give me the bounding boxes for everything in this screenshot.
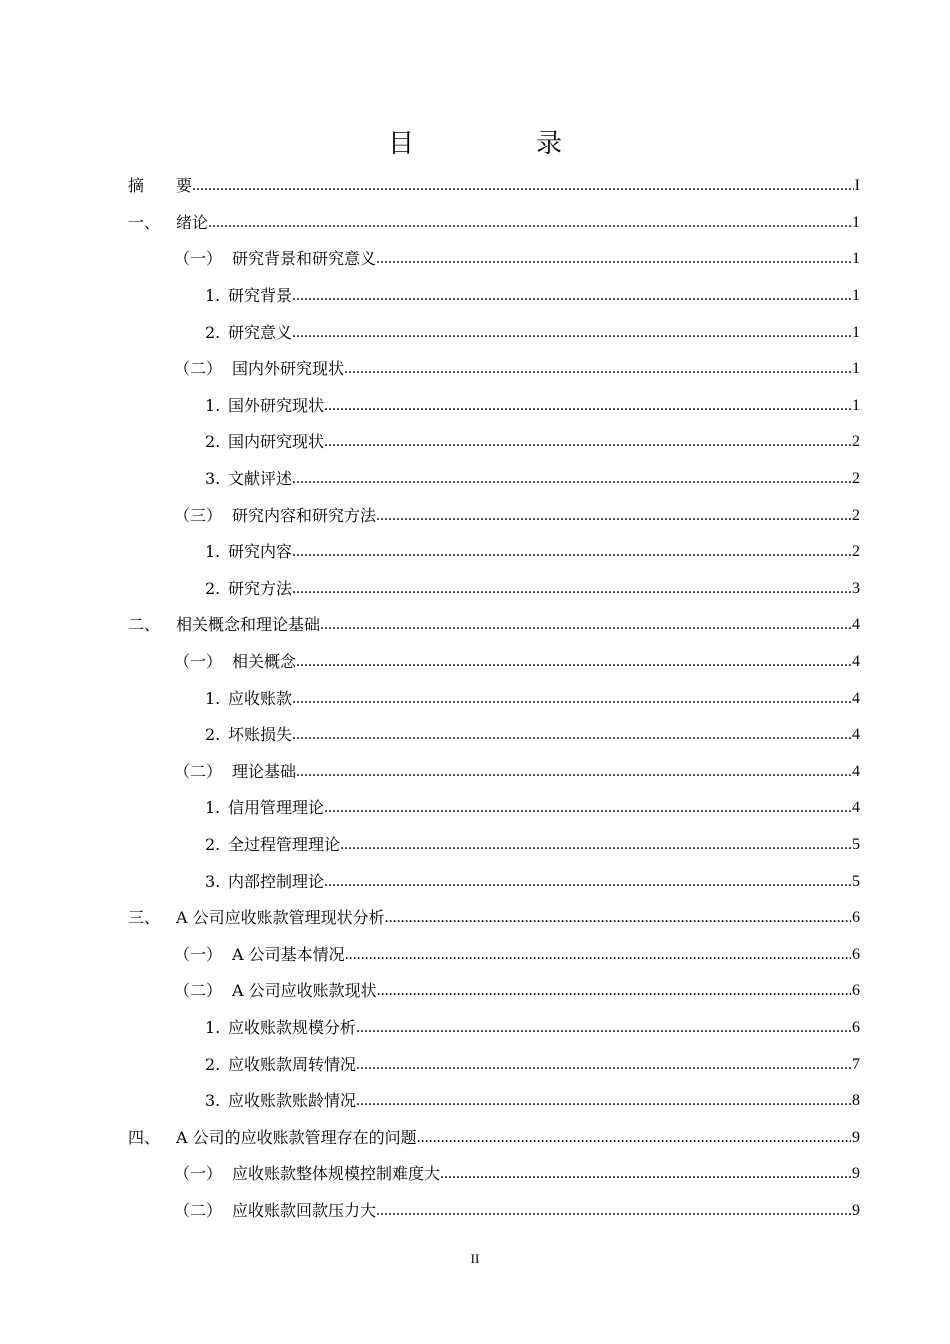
toc-dot-leader: [356, 1018, 851, 1038]
toc-entry-title: 应收账款账龄情况: [228, 1091, 357, 1111]
toc-entry-title: A 公司应收账款管理现状分析: [176, 908, 385, 928]
toc-dot-leader: [376, 1201, 851, 1221]
toc-entry-page: 2: [852, 543, 860, 561]
toc-dot-leader: [385, 908, 851, 928]
toc-dot-leader: [324, 396, 851, 416]
toc-entry[interactable]: [128, 936, 860, 973]
toc-entry-number: （二）: [174, 359, 223, 379]
toc-entry[interactable]: [128, 241, 860, 278]
toc-entry-number: 1.: [205, 1017, 221, 1037]
toc-entry-page: 8: [852, 1092, 860, 1110]
toc-entry-title: 研究意义: [228, 322, 293, 342]
toc-entry-title: 绪论: [176, 212, 209, 232]
toc-entry-number: 3.: [205, 871, 221, 891]
toc-entry-title: 研究背景: [228, 286, 293, 306]
toc-entry-title: 全过程管理理论: [228, 834, 341, 854]
toc-entry-title: 要: [176, 176, 193, 196]
toc-entry-page: 6: [852, 1018, 860, 1036]
toc-entry-number: 1.: [205, 688, 221, 708]
toc-entry-number: （二）: [174, 981, 223, 1001]
toc-dot-leader: [192, 176, 854, 196]
toc-entry-number: 2.: [205, 322, 221, 342]
toc-dot-leader: [292, 286, 851, 306]
toc-entry-number: 1.: [205, 542, 221, 562]
toc-entry-number: 三、: [128, 908, 161, 928]
toc-entry-page: 9: [852, 1165, 860, 1183]
toc-entry-number: 2.: [205, 1054, 221, 1074]
toc-entry-number: （二）: [174, 1200, 223, 1220]
toc-dot-leader: [324, 432, 851, 452]
toc-entry-number: （一）: [174, 1164, 223, 1184]
toc-dot-leader: [292, 689, 851, 709]
toc-entry[interactable]: [128, 1119, 860, 1156]
toc-dot-leader: [340, 835, 851, 855]
toc-entry-page: 1: [852, 360, 860, 378]
toc-entry-page: 5: [852, 835, 860, 853]
toc-entry-page: 3: [852, 579, 860, 597]
toc-entry[interactable]: [128, 644, 860, 681]
toc-entry[interactable]: [128, 863, 860, 900]
toc-entry-page: 1: [852, 250, 860, 268]
toc-entry-page: 1: [852, 287, 860, 305]
toc-entry[interactable]: [128, 1046, 860, 1083]
toc-entry[interactable]: [128, 607, 860, 644]
toc-entry-number: （二）: [174, 761, 223, 781]
toc-entry-page: 2: [852, 470, 860, 488]
toc-entry-page: 1: [852, 323, 860, 341]
toc-dot-leader: [208, 213, 851, 233]
toc-entry[interactable]: [128, 205, 860, 242]
toc-entry[interactable]: [128, 388, 860, 425]
toc-entry-page: 6: [852, 945, 860, 963]
toc-entry-number: 2.: [205, 725, 221, 745]
toc-entry-number: 2.: [205, 834, 221, 854]
toc-entry-page: 2: [852, 506, 860, 524]
toc-entry-title: 应收账款周转情况: [228, 1054, 357, 1074]
toc-entry-page: 4: [852, 726, 860, 744]
toc-dot-leader: [417, 1128, 851, 1148]
toc-entry-title: 研究方法: [228, 578, 293, 598]
toc-entry-number: 3.: [205, 1091, 221, 1111]
toc-entry[interactable]: [128, 900, 860, 937]
toc-entry-title: 应收账款回款压力大: [232, 1200, 377, 1220]
toc-entry[interactable]: [128, 497, 860, 534]
toc-entry[interactable]: [128, 790, 860, 827]
toc-entry-page: 4: [852, 762, 860, 780]
toc-entry-number: 二、: [128, 615, 161, 635]
toc-entry-title: 国内外研究现状: [232, 359, 345, 379]
toc-entry-title: 应收账款规模分析: [228, 1017, 357, 1037]
toc-entry-number: （一）: [174, 249, 223, 269]
toc-dot-leader: [292, 542, 851, 562]
toc-dot-leader: [292, 725, 851, 745]
toc-entry-page: 6: [852, 909, 860, 927]
toc-entry-number: （三）: [174, 505, 223, 525]
toc-entry[interactable]: [128, 461, 860, 498]
toc-entry-number: 摘: [128, 176, 145, 196]
toc-dot-leader: [320, 615, 851, 635]
toc-entry[interactable]: [128, 827, 860, 864]
table-of-contents: [128, 168, 860, 1229]
toc-entry-title: 文献评述: [228, 469, 293, 489]
toc-entry-number: 四、: [128, 1127, 161, 1147]
toc-entry[interactable]: [128, 680, 860, 717]
toc-entry-page: 1: [852, 396, 860, 414]
toc-entry-title: 应收账款整体规模控制难度大: [232, 1164, 441, 1184]
toc-entry-title: A 公司基本情况: [232, 944, 345, 964]
toc-entry[interactable]: [128, 754, 860, 791]
toc-entry[interactable]: [128, 314, 860, 351]
toc-entry-title: 内部控制理论: [228, 871, 325, 891]
toc-entry-page: I: [854, 177, 860, 195]
toc-dot-leader: [324, 872, 851, 892]
toc-entry-page: 6: [852, 982, 860, 1000]
toc-entry[interactable]: [128, 1156, 860, 1193]
toc-entry-page: 4: [852, 616, 860, 634]
toc-entry[interactable]: [128, 351, 860, 388]
toc-entry[interactable]: [128, 717, 860, 754]
toc-entry-page: 9: [852, 1128, 860, 1146]
toc-entry-title: 国外研究现状: [228, 395, 325, 415]
toc-entry[interactable]: [128, 168, 860, 205]
toc-entry-number: 一、: [128, 212, 161, 232]
toc-dot-leader: [292, 469, 851, 489]
toc-dot-leader: [377, 981, 851, 1001]
toc-dot-leader: [356, 1091, 851, 1111]
toc-dot-leader: [345, 945, 851, 965]
toc-entry-page: 4: [852, 653, 860, 671]
footer-page-number: II: [470, 1251, 480, 1266]
toc-entry-page: 5: [852, 872, 860, 890]
page-title: 目 录: [387, 129, 610, 159]
toc-entry-number: 1.: [205, 395, 221, 415]
toc-entry[interactable]: [128, 1010, 860, 1047]
toc-entry-page: 9: [852, 1201, 860, 1219]
toc-entry-title: 研究内容和研究方法: [232, 505, 377, 525]
toc-entry-title: 应收账款: [228, 688, 293, 708]
toc-entry-number: 1.: [205, 798, 221, 818]
toc-entry[interactable]: [128, 278, 860, 315]
toc-entry-number: 3.: [205, 469, 221, 489]
toc-entry-title: 相关概念: [232, 652, 297, 672]
toc-entry-title: A 公司的应收账款管理存在的问题: [176, 1127, 417, 1147]
toc-entry-title: 信用管理理论: [228, 798, 325, 818]
toc-dot-leader: [344, 359, 851, 379]
toc-entry-page: 1: [852, 213, 860, 231]
toc-entry-title: 研究背景和研究意义: [232, 249, 377, 269]
toc-entry-title: 国内研究现状: [228, 432, 325, 452]
toc-entry-number: 1.: [205, 286, 221, 306]
toc-entry[interactable]: [128, 1083, 860, 1120]
toc-entry-title: 研究内容: [228, 542, 293, 562]
toc-entry[interactable]: [128, 424, 860, 461]
toc-entry-title: 坏账损失: [228, 725, 293, 745]
toc-dot-leader: [376, 249, 851, 269]
toc-entry[interactable]: [128, 1193, 860, 1230]
toc-entry-page: 2: [852, 433, 860, 451]
toc-entry-page: 7: [852, 1055, 860, 1073]
toc-dot-leader: [324, 798, 851, 818]
toc-dot-leader: [292, 579, 851, 599]
toc-entry-number: （一）: [174, 944, 223, 964]
toc-entry-page: 4: [852, 689, 860, 707]
toc-entry[interactable]: [128, 571, 860, 608]
toc-entry[interactable]: [128, 534, 860, 571]
toc-entry-title: 理论基础: [232, 761, 297, 781]
toc-dot-leader: [292, 323, 851, 343]
toc-entry-number: （一）: [174, 652, 223, 672]
toc-entry[interactable]: [128, 973, 860, 1010]
toc-entry-title: 相关概念和理论基础: [176, 615, 321, 635]
toc-dot-leader: [440, 1164, 851, 1184]
toc-dot-leader: [356, 1055, 851, 1075]
toc-dot-leader: [296, 652, 851, 672]
toc-entry-title: A 公司应收账款现状: [232, 981, 377, 1001]
toc-entry-number: 2.: [205, 432, 221, 452]
toc-dot-leader: [296, 762, 851, 782]
toc-dot-leader: [376, 506, 851, 526]
toc-entry-page: 4: [852, 799, 860, 817]
toc-entry-number: 2.: [205, 578, 221, 598]
